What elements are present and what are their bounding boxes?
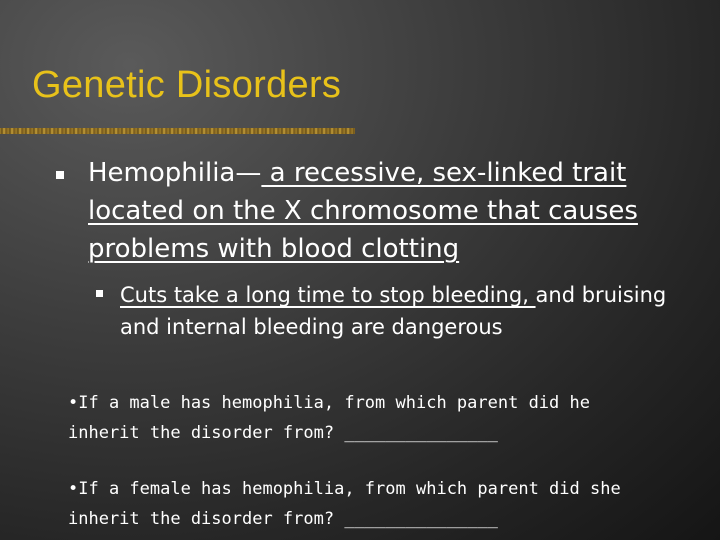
question-female-line1: •If a female has hemophilia, from which parent did she [68,479,621,499]
sub-bullet-rest: and bruising and internal bleeding are dangerous [120,283,667,339]
slide-title: Genetic Disorders [32,64,342,106]
question-male-line2: inherit the disorder from? _______________ [68,423,498,443]
sub-bullet-underlined: Cuts take a long time to stop bleeding, [120,283,536,307]
sub-bullet-marker [96,290,103,297]
title-divider [0,128,355,134]
bullet-marker [56,171,64,179]
question-female-line2: inherit the disorder from? _______________ [68,509,498,529]
definition-text: a recessive, sex-linked trait located on the X chromosome that causes problems with blood clotting [88,158,638,264]
question-male [68,388,708,448]
term-label: Hemophilia [88,158,236,188]
main-bullet-text [88,154,698,268]
question-male-line1: •If a male has hemophilia, from which parent did he [68,393,590,413]
em-dash: — [235,158,262,188]
question-female [68,474,708,534]
sub-bullet-text [120,279,700,343]
